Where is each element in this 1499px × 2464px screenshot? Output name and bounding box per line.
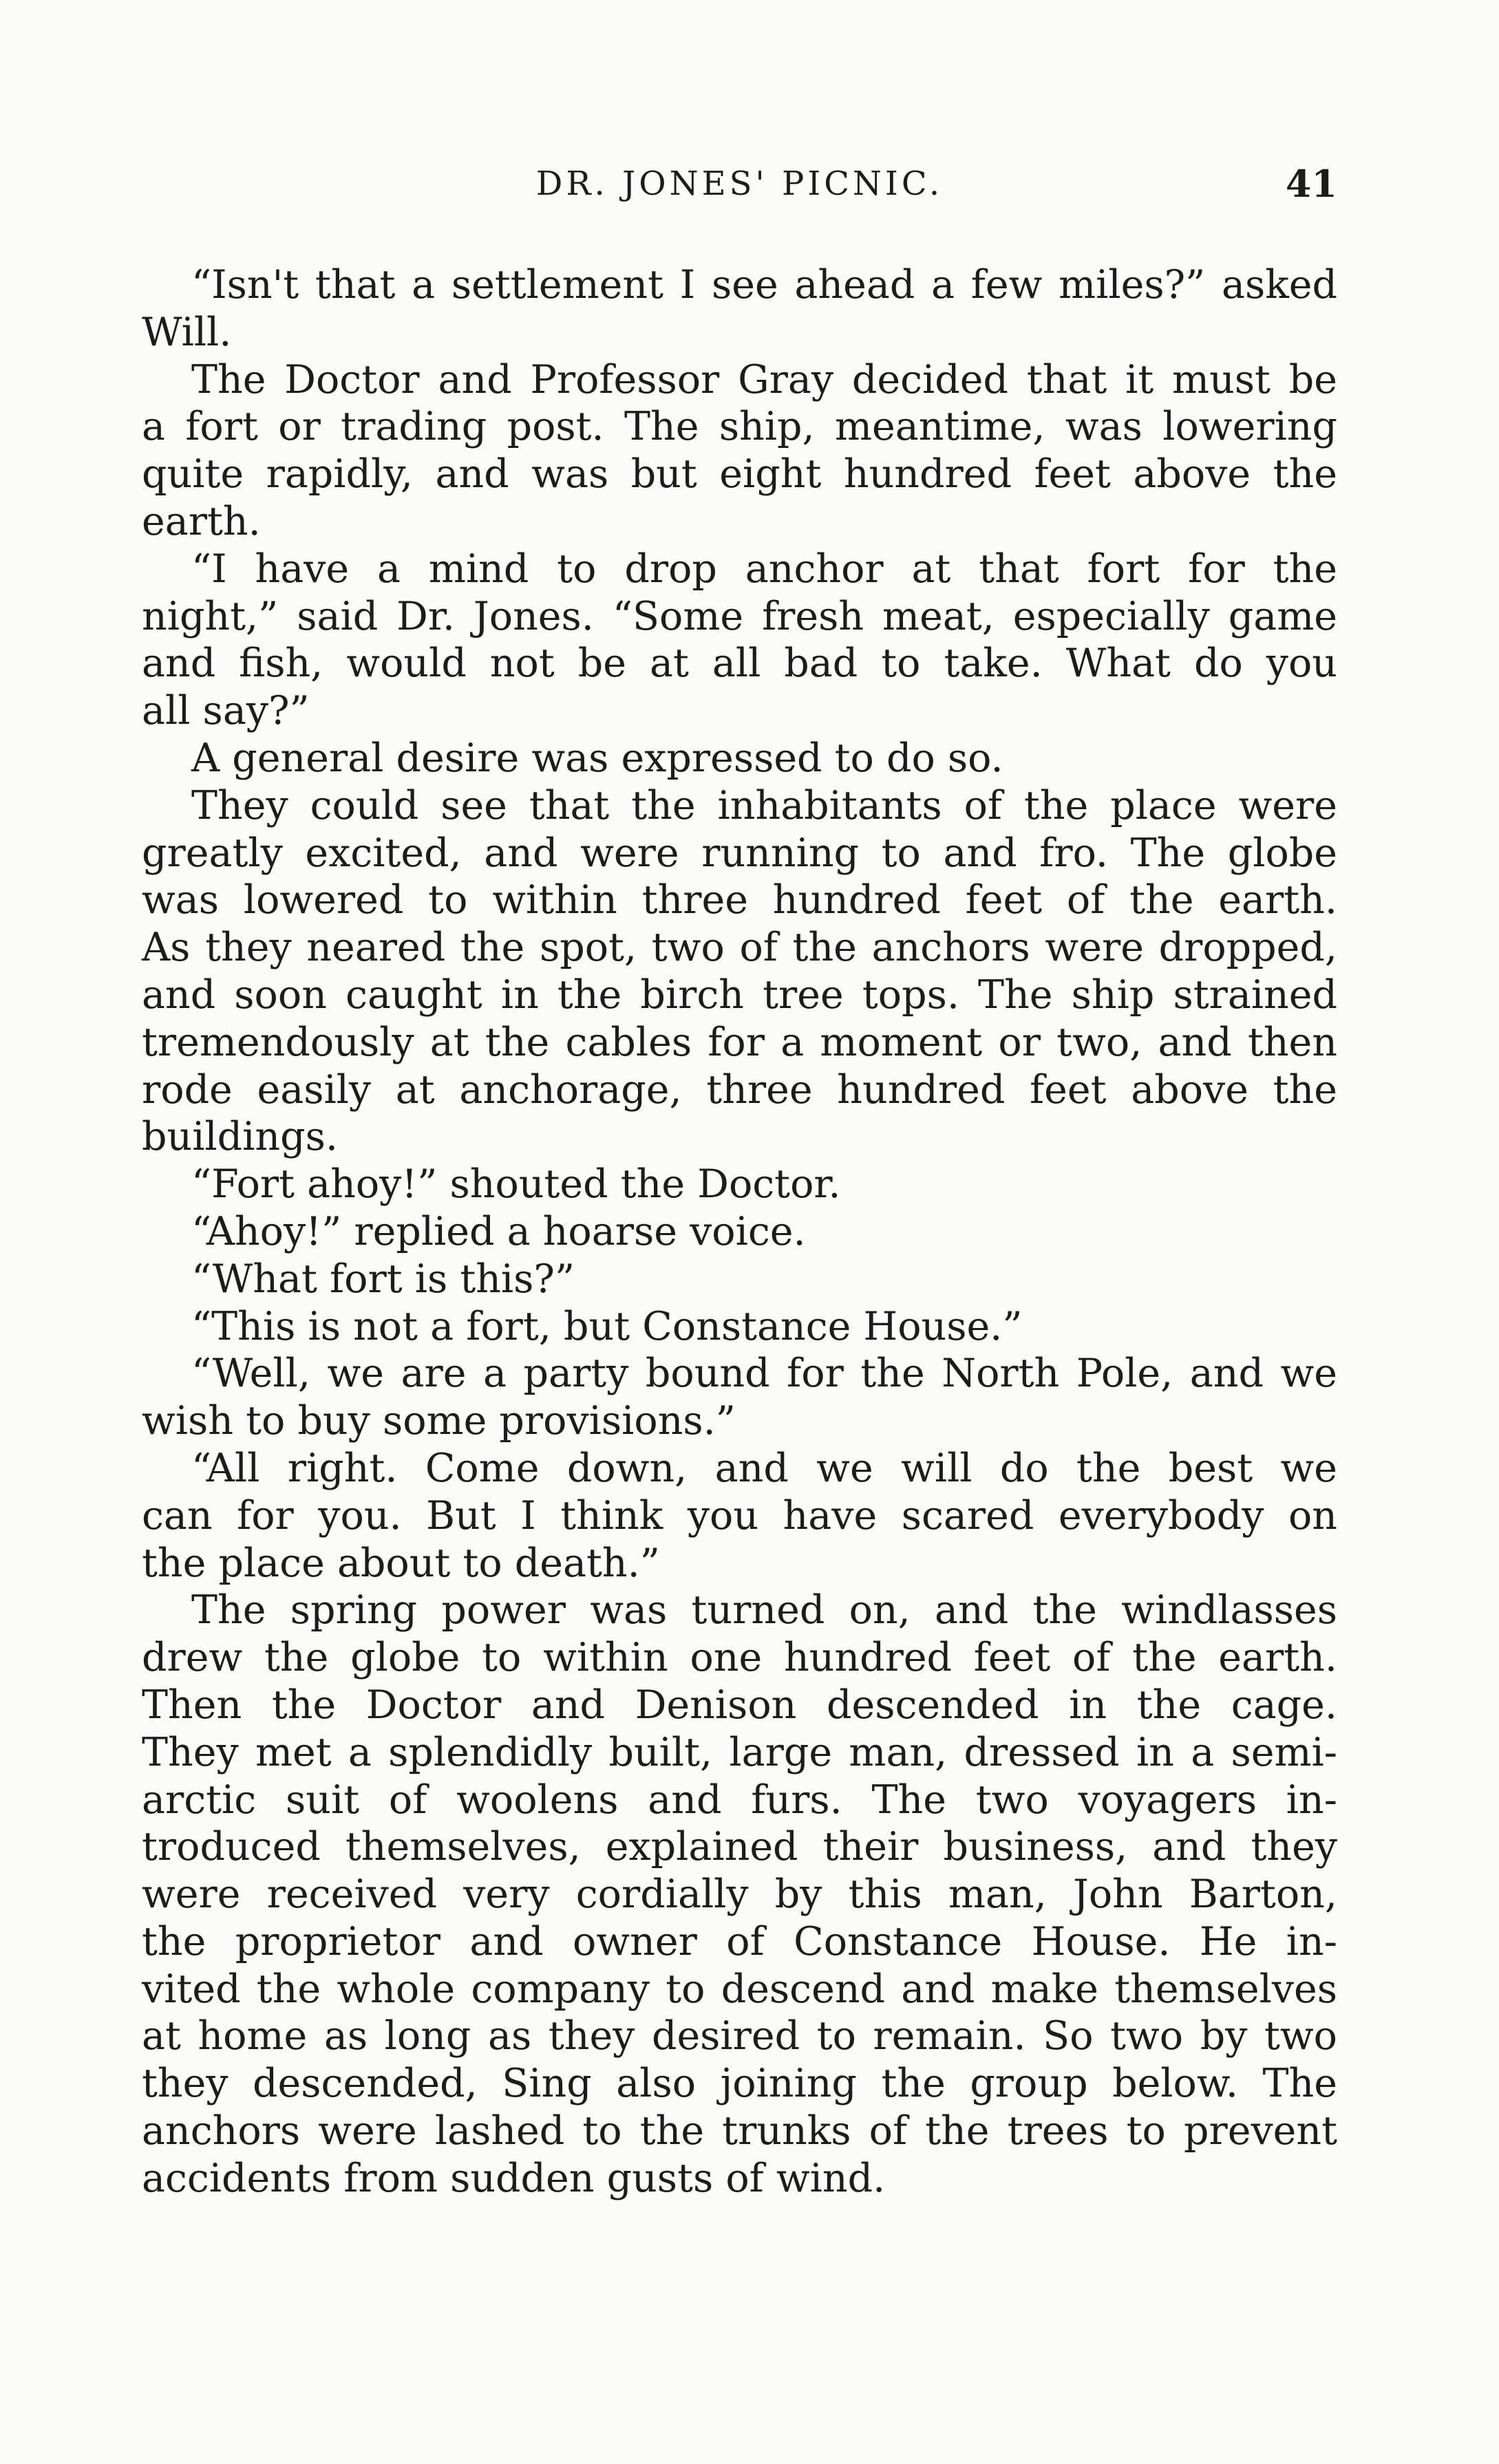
text-line: at home as long as they desired to remain. So two by two bbox=[142, 2013, 1337, 2059]
text-line: “What fort is this?” bbox=[191, 1256, 575, 1302]
text-line: They could see that the inhabitants of the place were bbox=[191, 782, 1337, 828]
text-line: “Fort ahoy!” shouted the Doctor. bbox=[191, 1161, 841, 1208]
text-line: quite rapidly, and was but eight hundred feet above the bbox=[142, 451, 1337, 497]
text-line: a fort or trading post. The ship, meantime, was lowering bbox=[142, 404, 1337, 450]
text-line: “Isn't that a settlement I see ahead a few miles?” asked bbox=[191, 262, 1337, 308]
text-line: vited the whole company to descend and make themselves bbox=[142, 1966, 1337, 2012]
body-text bbox=[142, 261, 1337, 2203]
text-line: anchors were lashed to the trunks of the trees to prevent bbox=[142, 2108, 1337, 2154]
text-line: and fish, would not be at all bad to take. What do you bbox=[142, 641, 1337, 687]
text-line: A general desire was expressed to do so. bbox=[191, 735, 1003, 781]
text-line: they descended, Sing also joining the group below. The bbox=[142, 2061, 1337, 2107]
text-line: arctic suit of woolens and furs. The two voyagers in- bbox=[142, 1777, 1337, 1823]
text-line: rode easily at anchorage, three hundred feet above the bbox=[142, 1067, 1337, 1113]
text-line: drew the globe to within one hundred feet of the earth. bbox=[142, 1635, 1337, 1681]
text-line: Will. bbox=[142, 309, 232, 355]
text-line: accidents from sudden gusts of wind. bbox=[142, 2155, 886, 2201]
running-title: DR. JONES' PICNIC. bbox=[535, 164, 944, 203]
text-line: buildings. bbox=[142, 1114, 338, 1160]
text-line: can for you. But I think you have scared everybody on bbox=[142, 1492, 1337, 1539]
text-line: The spring power was turned on, and the windlasses bbox=[191, 1587, 1337, 1633]
running-head bbox=[142, 160, 1337, 208]
text-line: Then the Doctor and Denison descended in the cage. bbox=[142, 1682, 1337, 1728]
text-line: “All right. Come down, and we will do the best we bbox=[191, 1445, 1337, 1491]
text-line: and soon caught in the birch tree tops. The ship strained bbox=[142, 972, 1337, 1018]
text-line: were received very cordially by this man, John Barton, bbox=[142, 1872, 1337, 1918]
text-line: earth. bbox=[142, 498, 261, 544]
text-line: troduced themselves, explained their business, and they bbox=[142, 1824, 1337, 1870]
text-line: “This is not a fort, but Constance House.” bbox=[191, 1303, 1023, 1349]
text-line: “Ahoy!” replied a hoarse voice. bbox=[191, 1208, 806, 1254]
text-line: As they neared the spot, two of the anchors were dropped, bbox=[142, 925, 1337, 971]
text-line: night,” said Dr. Jones. “Some fresh meat, especially game bbox=[142, 593, 1337, 639]
text-line: wish to buy some provisions.” bbox=[142, 1398, 736, 1444]
text-line: “I have a mind to drop anchor at that fort for the bbox=[191, 546, 1337, 592]
text-line: The Doctor and Professor Gray decided that it must be bbox=[191, 356, 1337, 403]
text-line: They met a splendidly built, large man, dressed in a semi- bbox=[142, 1729, 1337, 1775]
text-line: the place about to death.” bbox=[142, 1540, 660, 1586]
page-number: 41 bbox=[1285, 162, 1337, 206]
text-line: greatly excited, and were running to and fro. The globe bbox=[142, 830, 1337, 876]
text-line: was lowered to within three hundred feet of the earth. bbox=[142, 877, 1337, 923]
text-line: tremendously at the cables for a moment or two, and then bbox=[142, 1019, 1337, 1065]
text-line: the proprietor and owner of Constance House. He in- bbox=[142, 1918, 1337, 1964]
text-line: all say?” bbox=[142, 688, 310, 734]
text-line: “Well, we are a party bound for the North Pole, and we bbox=[191, 1351, 1337, 1397]
